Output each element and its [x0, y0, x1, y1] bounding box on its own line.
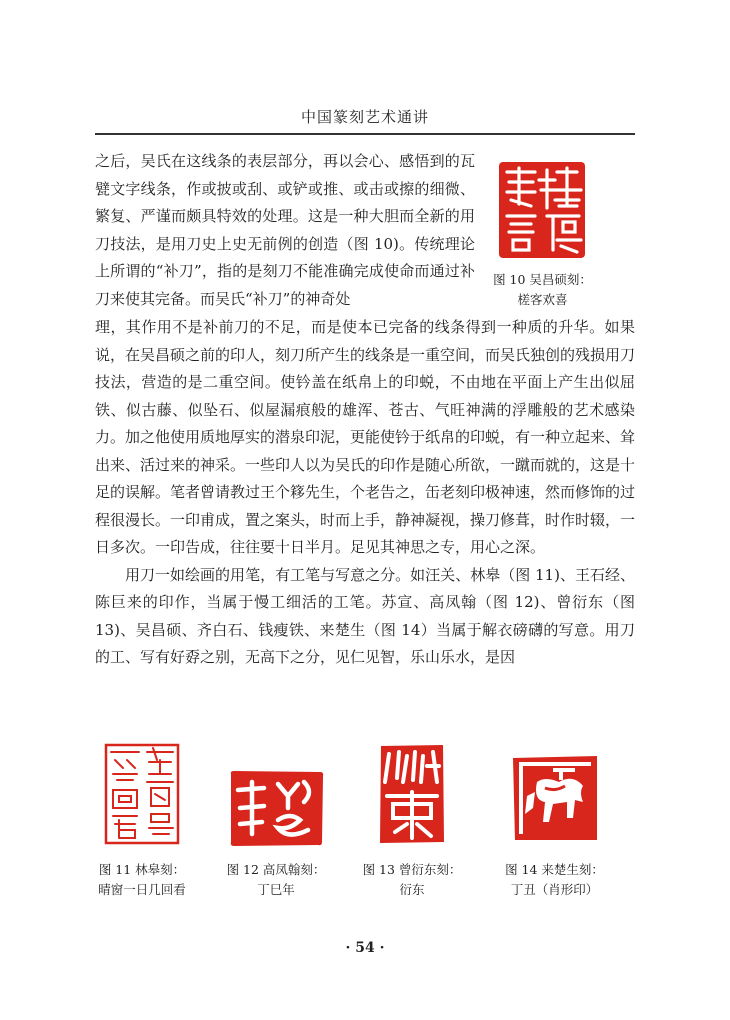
seal-fig10: [497, 160, 587, 260]
page-number: · 54 ·: [345, 940, 385, 956]
caption-line: 图 10 吴昌硕刻：: [493, 272, 592, 287]
top-paragraph: [95, 148, 475, 313]
caption-fig10: [480, 270, 605, 310]
caption-line: 丁丑（肖形印）: [510, 882, 599, 897]
paragraph-text: 用刀一如绘画的用笔，有工笔与写意之分。如汪关、林皋（图 11)、王石经、陈巨来的印作，当属于慢工细活的工笔。苏宣、高凤翰（图 12)、曾衍东（图 13)、吴昌硕、齐白石、钱瘦铁、来楚生（图 14）当属于解衣磅礴的写意。用刀的工、写有好孬之别，无高下之分，见仁见智，乐山乐水，是因: [95, 565, 635, 666]
caption-line: 图 12 高凤翰刻：: [226, 862, 326, 877]
caption-line: 图 14 来楚生刻：: [505, 862, 604, 877]
caption-line: 图 11 林皋刻：: [98, 862, 186, 877]
seal-fig12: [228, 768, 326, 848]
seal-fig14: [509, 752, 601, 844]
caption-fig13: [350, 860, 474, 900]
caption-fig12: [215, 860, 337, 900]
caption-fig11: [78, 860, 206, 900]
caption-line: 槎客欢喜: [517, 292, 568, 307]
caption-line: 图 13 曾衍东刻：: [362, 862, 462, 877]
running-header: 中国篆刻艺术通讲: [300, 108, 429, 126]
seal-fig11: [103, 742, 181, 846]
caption-line: 晴窗一日几回看: [98, 882, 186, 897]
paragraph-text: 之后，吴氏在这线条的表层部分，再以会心、感悟到的瓦甓文字线条，作或披或刮、或铲或推、或击或擦的细微、繁复、严谨而颇具特效的处理。这是一种大胆而全新的用刀技法，是用刀史上史无前例的创造（图 10)。传统理论上所谓的“补刀”，指的是刻刀不能准确完成使命而通过补刀来使其完备。而吴氏“补刀”的神奇处: [95, 152, 475, 308]
paragraph-text: 理，其作用不是补前刀的不足，而是使本已完备的线条得到一种质的升华。如果说，在吴昌硕之前的印人，刻刀所产生的线条是一重空间，而吴氏独创的残损用刀技法，营造的是二重空间。使钤盖在纸帛上的印蜕，不由地在平面上产生出似屈铁、似古藤、似坠石、似屋漏痕般的雄浑、苍古、气旺神满的浮雕般的艺术感染力。加之他使用质地厚实的潜泉印泥，更能使钤于纸帛的印蜕，有一种立起来、耸出来、活过来的神采。一些印人以为吴氏的印作是随心所欲，一蹴而就的，这是十足的误解。笔者曾请教过王个簃先生，个老告之，缶老刻印极神速，然而修饰的过程很漫长。一印甫成，置之案头，时而上手，静神凝视，操刀修葺，时作时辍，一日多次。一印告成，往往要十日半月。足见其神思之专，用心之深。: [95, 318, 636, 556]
caption-fig14: [492, 860, 617, 900]
main-body: [95, 314, 635, 672]
caption-line: 衍东: [399, 882, 425, 897]
caption-line: 丁巳年: [257, 882, 295, 897]
header-rule: [95, 133, 635, 135]
seal-fig13: [377, 742, 447, 846]
